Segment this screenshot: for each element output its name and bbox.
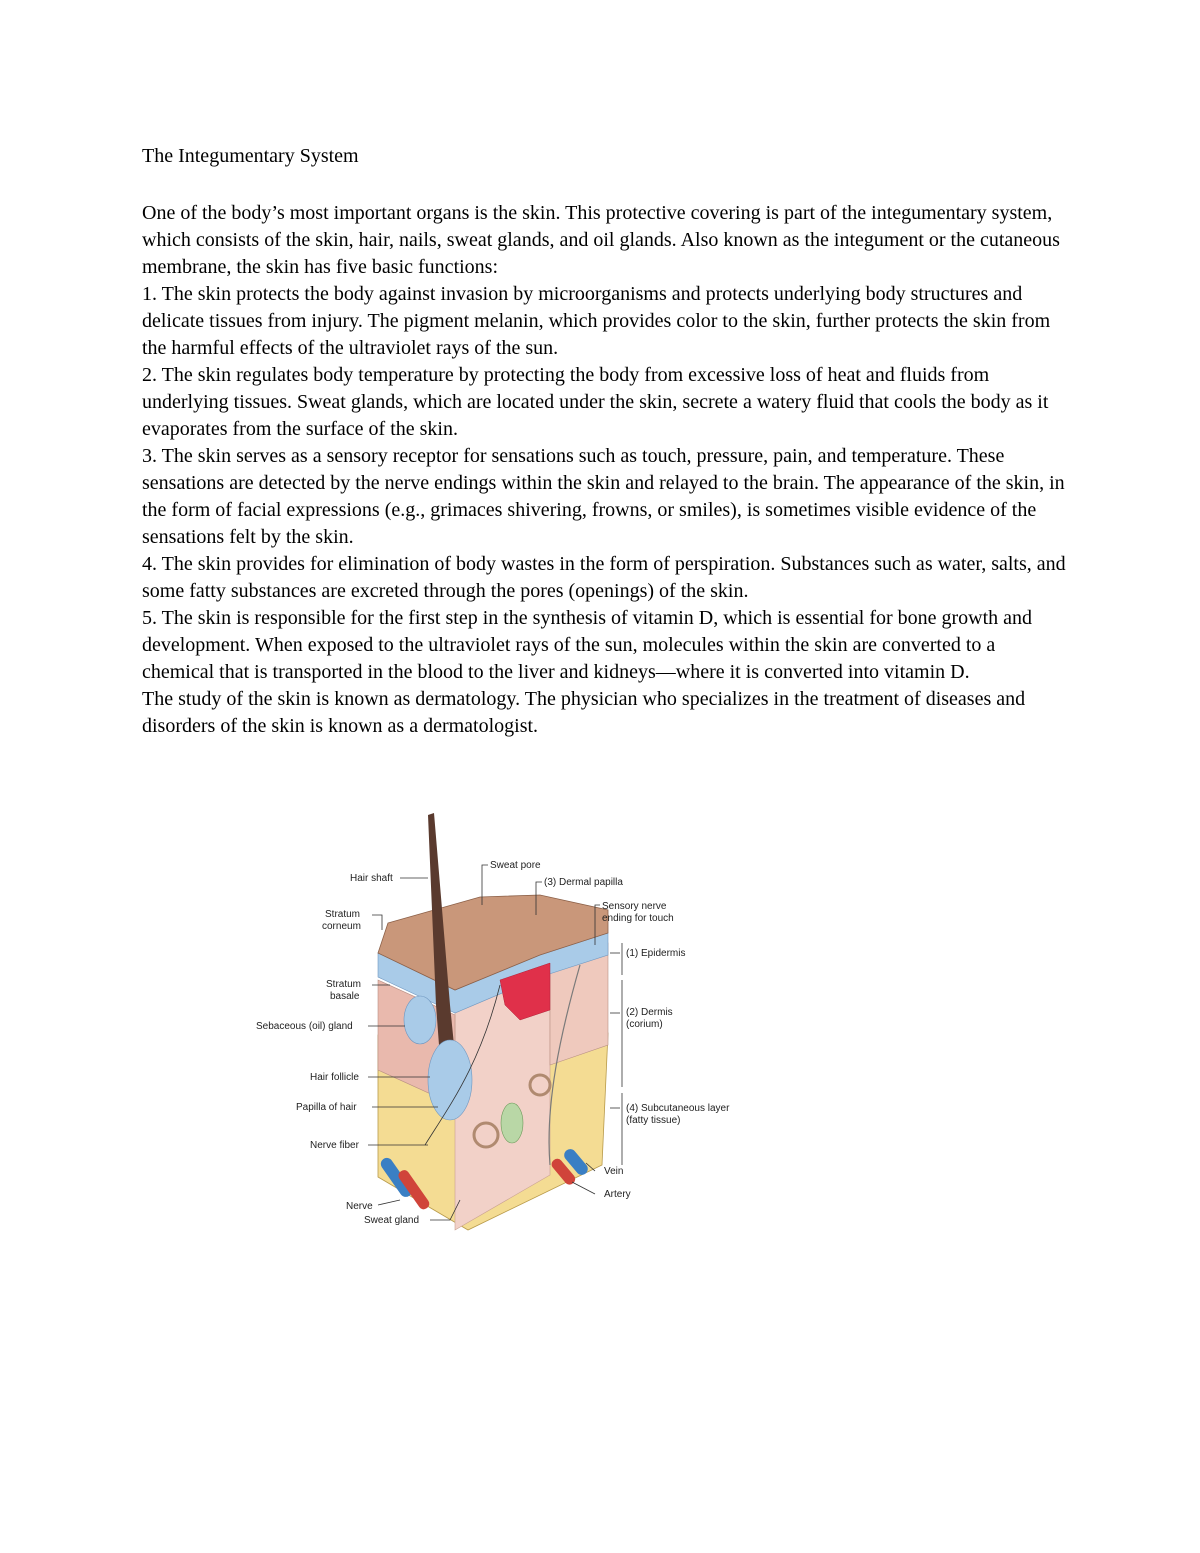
document-body xyxy=(142,200,1072,740)
label-papilla-of-hair: Papilla of hair xyxy=(296,1102,357,1113)
skin-cross-section-figure xyxy=(250,805,760,1235)
label-stratum-basale-1: Stratum xyxy=(326,979,362,990)
function-2-paragraph: 2. The skin regulates body temperature by protecting the body from excessive loss of heat and fluids from underlying tissues. Sweat glands, which are located under the skin, secrete a watery fluid that cools the body as it evaporates from the surface of the skin. xyxy=(142,364,1049,440)
label-nerve: Nerve xyxy=(346,1201,373,1212)
label-stratum-corneum-1: Stratum xyxy=(325,909,361,920)
label-subcutaneous-1: (4) Subcutaneous layer xyxy=(626,1103,730,1114)
label-sweat-gland: Sweat gland xyxy=(364,1215,420,1226)
label-vein: Vein xyxy=(604,1166,624,1177)
label-sensory-nerve-2: ending for touch xyxy=(602,913,674,924)
sebaceous-gland xyxy=(404,996,436,1044)
dermatology-paragraph: The study of the skin is known as dermatology. The physician who specializes in the treatment of diseases and disorders of the skin is known as a dermatologist. xyxy=(142,688,1026,737)
label-dermal-papilla: (3) Dermal papilla xyxy=(544,877,623,888)
label-artery: Artery xyxy=(604,1189,631,1200)
label-nerve-fiber: Nerve fiber xyxy=(310,1140,359,1151)
label-hair-shaft: Hair shaft xyxy=(350,873,393,884)
label-epidermis: (1) Epidermis xyxy=(626,948,686,959)
label-sebaceous-gland: Sebaceous (oil) gland xyxy=(256,1021,353,1032)
function-3-paragraph: 3. The skin serves as a sensory receptor for sensations such as touch, pressure, pain, and temperature. These sensations are detected by the nerve endings within the skin and relayed to the brain. The appearance of the skin, in the form of facial expressions (e.g., grimaces shivering, frowns, or smiles), is sometimes visible evidence of the sensations felt by the skin. xyxy=(142,445,1065,548)
label-dermis-1: (2) Dermis xyxy=(626,1007,673,1018)
label-subcutaneous-2: (fatty tissue) xyxy=(626,1115,681,1126)
label-stratum-basale-2: basale xyxy=(330,991,360,1002)
label-dermis-2: (corium) xyxy=(626,1019,663,1030)
nerve-receptor xyxy=(501,1103,523,1143)
function-5-paragraph: 5. The skin is responsible for the first step in the synthesis of vitamin D, which is essential for bone growth and development. When exposed to the ultraviolet rays of the sun, molecules within the skin are converted to a chemical that is transported in the blood to the liver and kidneys—where it is converted into vitamin D. xyxy=(142,607,1033,683)
label-sweat-pore: Sweat pore xyxy=(490,860,541,871)
document-title: The Integumentary System xyxy=(142,145,359,167)
hair-follicle xyxy=(428,1040,472,1120)
intro-paragraph: One of the body’s most important organs is the skin. This protective covering is part of the integumentary system, which consists of the skin, hair, nails, sweat glands, and oil glands. Also known as the integument or the cutaneous membrane, the skin has five basic functions: xyxy=(142,202,1060,278)
label-hair-follicle: Hair follicle xyxy=(310,1072,359,1083)
skin-diagram xyxy=(250,805,760,1235)
function-1-paragraph: 1. The skin protects the body against invasion by microorganisms and protects underlying body structures and delicate tissues from injury. The pigment melanin, which provides color to the skin, further protects the skin from the harmful effects of the ultraviolet rays of the sun. xyxy=(142,283,1051,359)
label-stratum-corneum-2: corneum xyxy=(322,921,361,932)
label-sensory-nerve-1: Sensory nerve xyxy=(602,901,667,912)
function-4-paragraph: 4. The skin provides for elimination of body wastes in the form of perspiration. Substances such as water, salts, and some fatty substances are excreted through the pores (openings) of the skin. xyxy=(142,553,1066,602)
